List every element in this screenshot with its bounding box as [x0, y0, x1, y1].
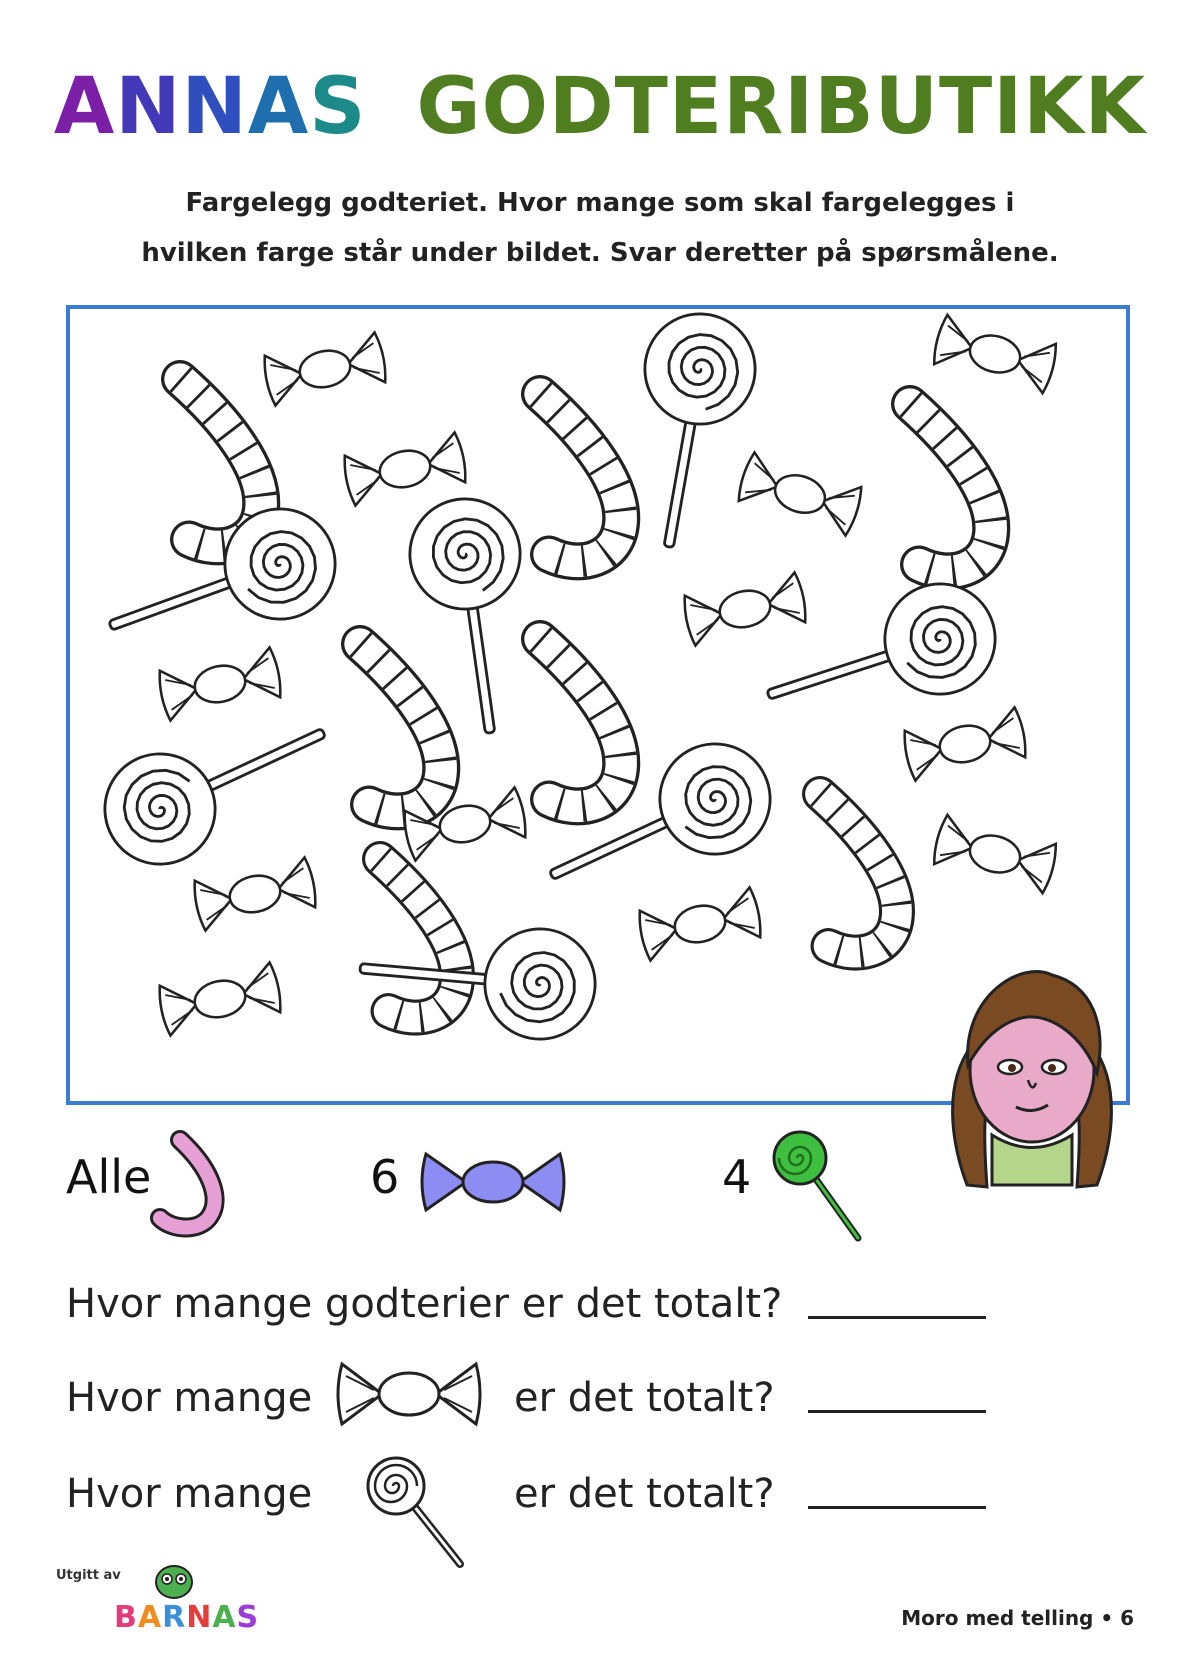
lollipop[interactable] — [92, 493, 351, 677]
brand-letter: A — [212, 1600, 237, 1635]
wrapped-candy[interactable] — [156, 647, 283, 722]
title-letter: S — [309, 62, 367, 152]
candy-cane[interactable] — [521, 629, 628, 812]
wrapped-candy[interactable] — [931, 314, 1059, 394]
brand-letter: R — [162, 1600, 187, 1635]
lollipop-green-icon — [768, 1128, 868, 1243]
title-letter: N — [181, 62, 248, 152]
question-2-suffix: er det totalt? — [514, 1375, 775, 1421]
owl-mascot-icon — [152, 1560, 196, 1600]
brand-letter: S — [236, 1600, 260, 1635]
question-1: Hvor mange godterier er det totalt? — [66, 1281, 783, 1327]
publisher-name — [114, 1600, 259, 1635]
title-letter: A — [53, 62, 116, 152]
title-word-1 — [54, 62, 395, 152]
publisher-logo — [56, 1568, 260, 1635]
publisher-prefix: Utgitt av — [56, 1568, 121, 1583]
brand-letter: N — [186, 1600, 213, 1635]
wrapped-candy[interactable] — [156, 962, 283, 1037]
legend-candy-count: 6 — [370, 1150, 400, 1204]
wrapped-candy[interactable] — [681, 572, 808, 647]
candy-cane[interactable] — [891, 394, 998, 577]
answer-line-2[interactable] — [808, 1410, 986, 1413]
wrapped-candy-icon — [334, 1352, 484, 1436]
brand-letter: A — [137, 1600, 163, 1635]
candy-cane[interactable] — [341, 634, 448, 817]
wrapped-candy[interactable] — [736, 451, 865, 536]
title-letter: A — [247, 62, 310, 152]
brand-letter: B — [114, 1600, 138, 1635]
candy-cane-pink-icon — [150, 1128, 230, 1238]
candy-cane[interactable] — [802, 784, 903, 958]
question-2-prefix: Hvor mange — [66, 1375, 313, 1421]
wrapped-candy[interactable] — [191, 857, 318, 932]
legend-lollipop-count: 4 — [722, 1150, 752, 1204]
instructions-line-2: hvilken farge står under bildet. Svar deretter på spørsmålene. — [141, 238, 1059, 268]
lollipop-icon — [362, 1452, 472, 1572]
page-footer: Moro med telling • 6 — [901, 1606, 1134, 1630]
wrapped-candy[interactable] — [261, 332, 388, 407]
girl-illustration — [932, 955, 1132, 1195]
wrapped-candy-blue-icon — [418, 1142, 568, 1222]
wrapped-candy[interactable] — [931, 814, 1059, 894]
wrapped-candy[interactable] — [341, 432, 468, 507]
wrapped-candy[interactable] — [636, 887, 763, 962]
title-word-2: GODTERIBUTIKK — [416, 62, 1147, 152]
legend-cane-count: Alle — [66, 1150, 152, 1204]
answer-line-3[interactable] — [808, 1506, 986, 1509]
candy-cane[interactable] — [362, 849, 463, 1023]
answer-line-1[interactable] — [808, 1316, 986, 1319]
wrapped-candy[interactable] — [901, 707, 1028, 782]
candy-cane[interactable] — [521, 384, 628, 567]
question-3-prefix: Hvor mange — [66, 1471, 313, 1517]
instructions — [100, 178, 1100, 278]
question-3-suffix: er det totalt? — [514, 1471, 775, 1517]
title-letter: N — [115, 62, 182, 152]
worksheet-title — [0, 62, 1200, 152]
lollipop[interactable] — [87, 683, 347, 882]
instructions-line-1: Fargelegg godteriet. Hvor mange som skal fargelegges i — [185, 188, 1015, 218]
